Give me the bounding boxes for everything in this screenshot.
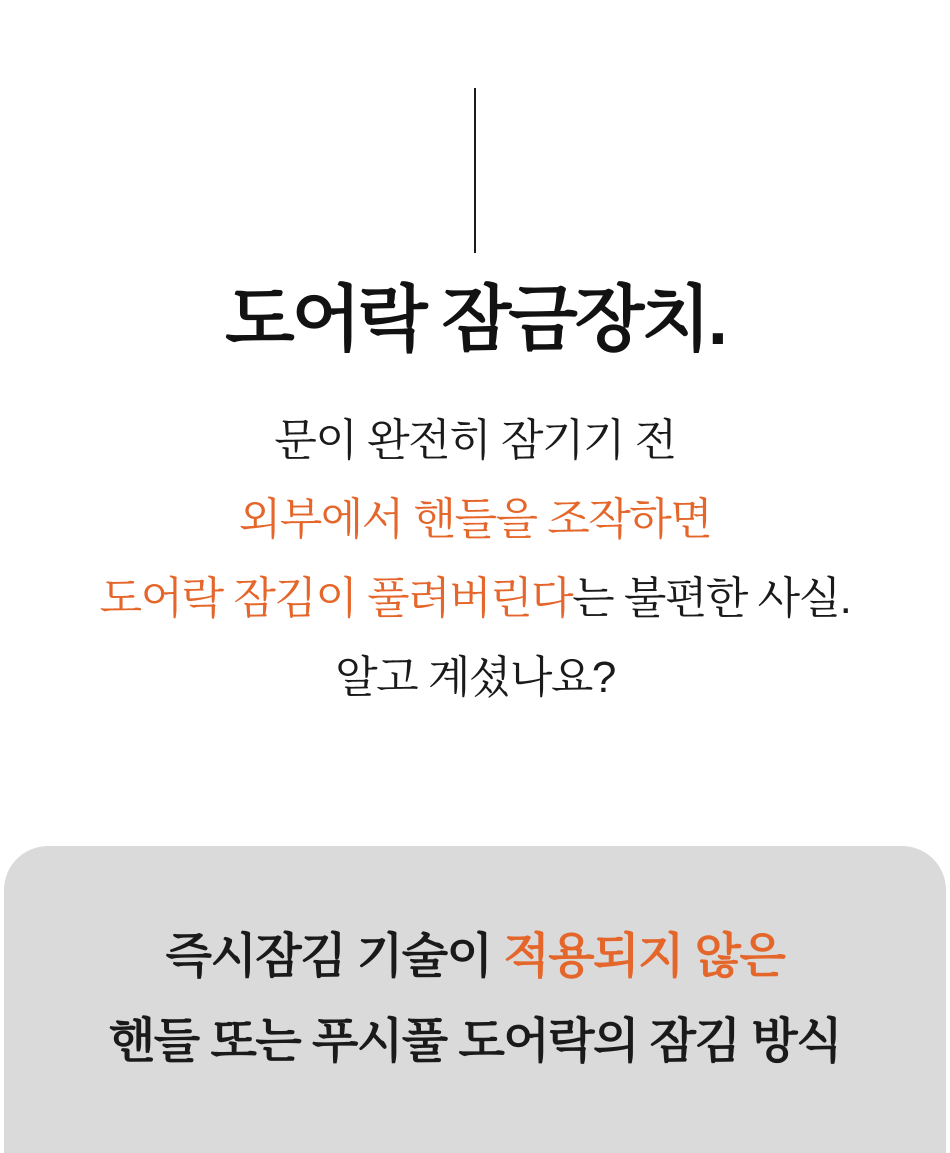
vertical-divider-line xyxy=(474,88,476,253)
panel-line-2: 핸들 또는 푸시풀 도어락의 잠김 방식 xyxy=(108,1015,842,1068)
intro-line-1: 문이 완전히 잠기기 전 xyxy=(274,416,676,465)
panel-line-1-prefix: 즉시잠김 기술이 xyxy=(165,930,504,983)
panel-line-1-highlight: 적용되지 않은 xyxy=(503,930,785,983)
bottom-panel xyxy=(4,846,946,1153)
intro-line-3 xyxy=(0,559,950,638)
page-title: 도어락 잠금장치. xyxy=(225,280,725,360)
panel-text xyxy=(4,846,946,1084)
intro-line-3-highlight: 도어락 잠김이 풀려버린다 xyxy=(99,574,573,623)
intro-line-2-highlight: 외부에서 핸들을 조작하면 xyxy=(238,495,712,544)
panel-line-1 xyxy=(4,914,946,999)
intro-paragraph xyxy=(0,401,950,717)
intro-line-3-rest: 는 불편한 사실. xyxy=(572,574,851,623)
intro-line-4: 알고 계셨나요? xyxy=(335,653,615,702)
